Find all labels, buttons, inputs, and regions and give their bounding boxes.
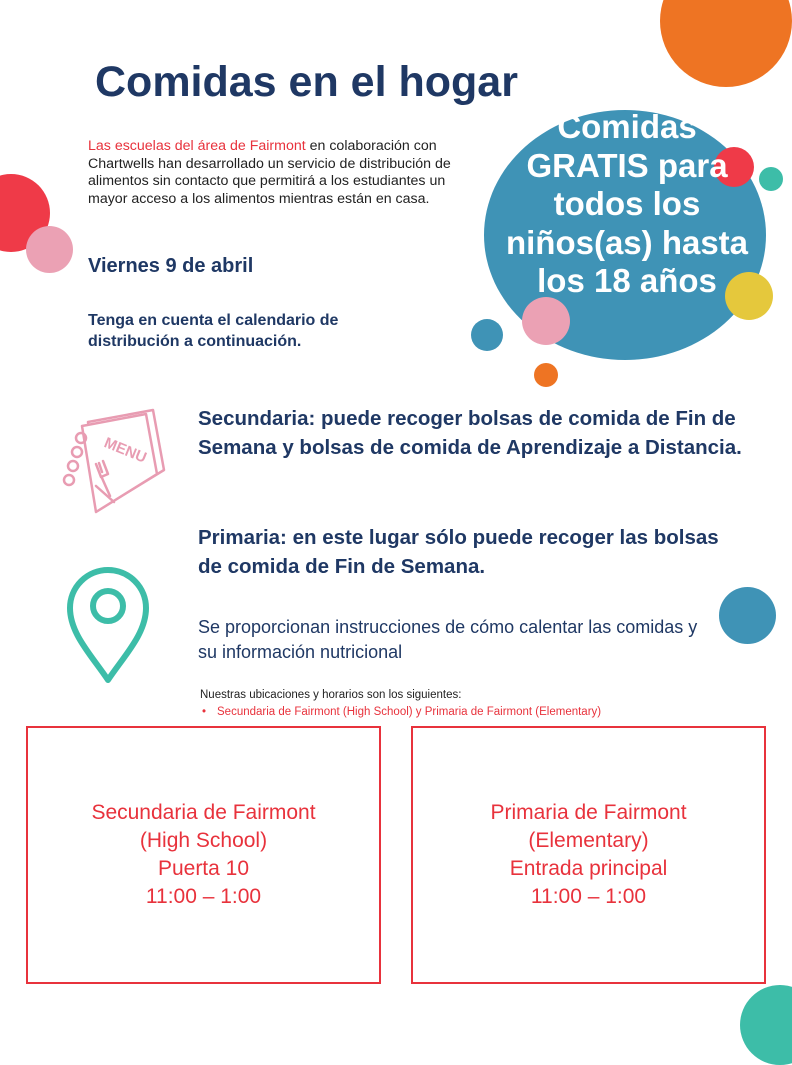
decor-circle-blue-right [719, 587, 776, 644]
heating-instructions: Se proporcionan instrucciones de cómo calentar las comidas y su información nutricional [198, 617, 698, 662]
decor-circle-blue-small [471, 319, 503, 351]
distribution-date: Viernes 9 de abril [88, 255, 254, 277]
decor-circle-orange-small [534, 363, 558, 387]
decor-circle-teal-small [759, 167, 783, 191]
decor-circle-teal-bottom [740, 985, 792, 1065]
secundaria-info: Secundaria: puede recoger bolsas de comida de Fin de Semana y bolsas de comida de Aprendizaje a Distancia. [198, 407, 742, 459]
menu-icon-text: MENU [101, 434, 149, 467]
page-title: Comidas en el hogar [95, 58, 518, 106]
location-subtitle: (Elementary) [528, 829, 649, 852]
location-hours: 11:00 – 1:00 [530, 885, 647, 908]
decor-circle-pink-mid [522, 297, 570, 345]
bullet: • [202, 706, 207, 718]
intro-rest: en colaboración con Chartwells han desarrollado un servicio de distribución de alimentos sin contacto que permitirá a los estudiantes un mayor acceso a los alimentos mientras están en casa. [88, 138, 451, 207]
location-name: Primaria de Fairmont [490, 801, 687, 824]
intro-paragraph [88, 138, 458, 208]
location-hours: 11:00 – 1:00 [145, 885, 262, 908]
location-entrance: Entrada principal [509, 857, 668, 880]
location-box-high-school [26, 726, 381, 984]
intro-highlight: Las escuelas del área de Fairmont [88, 138, 306, 154]
location-entrance: Puerta 10 [157, 857, 250, 880]
location-subtitle: (High School) [139, 829, 268, 852]
locations-intro: Nuestras ubicaciones y horarios son los siguientes: [200, 689, 462, 701]
free-meals-callout: Comidas GRATIS para todos los niños(as) hasta los 18 años [505, 108, 749, 299]
primaria-info: Primaria: en este lugar sólo puede recoger las bolsas de comida de Fin de Semana. [198, 526, 719, 578]
decor-circle-orange-top [660, 0, 792, 87]
location-pin-icon [64, 564, 152, 686]
location-box-elementary [411, 726, 766, 984]
locations-item-text: Secundaria de Fairmont (High School) y Primaria de Fairmont (Elementary) [217, 706, 602, 718]
location-name: Secundaria de Fairmont [91, 801, 316, 824]
locations-list-item [202, 706, 601, 718]
decor-circle-pink-left [26, 226, 73, 273]
schedule-note: Tenga en cuenta el calendario de distribución a continuación. [88, 312, 339, 350]
menu-icon [58, 402, 170, 520]
